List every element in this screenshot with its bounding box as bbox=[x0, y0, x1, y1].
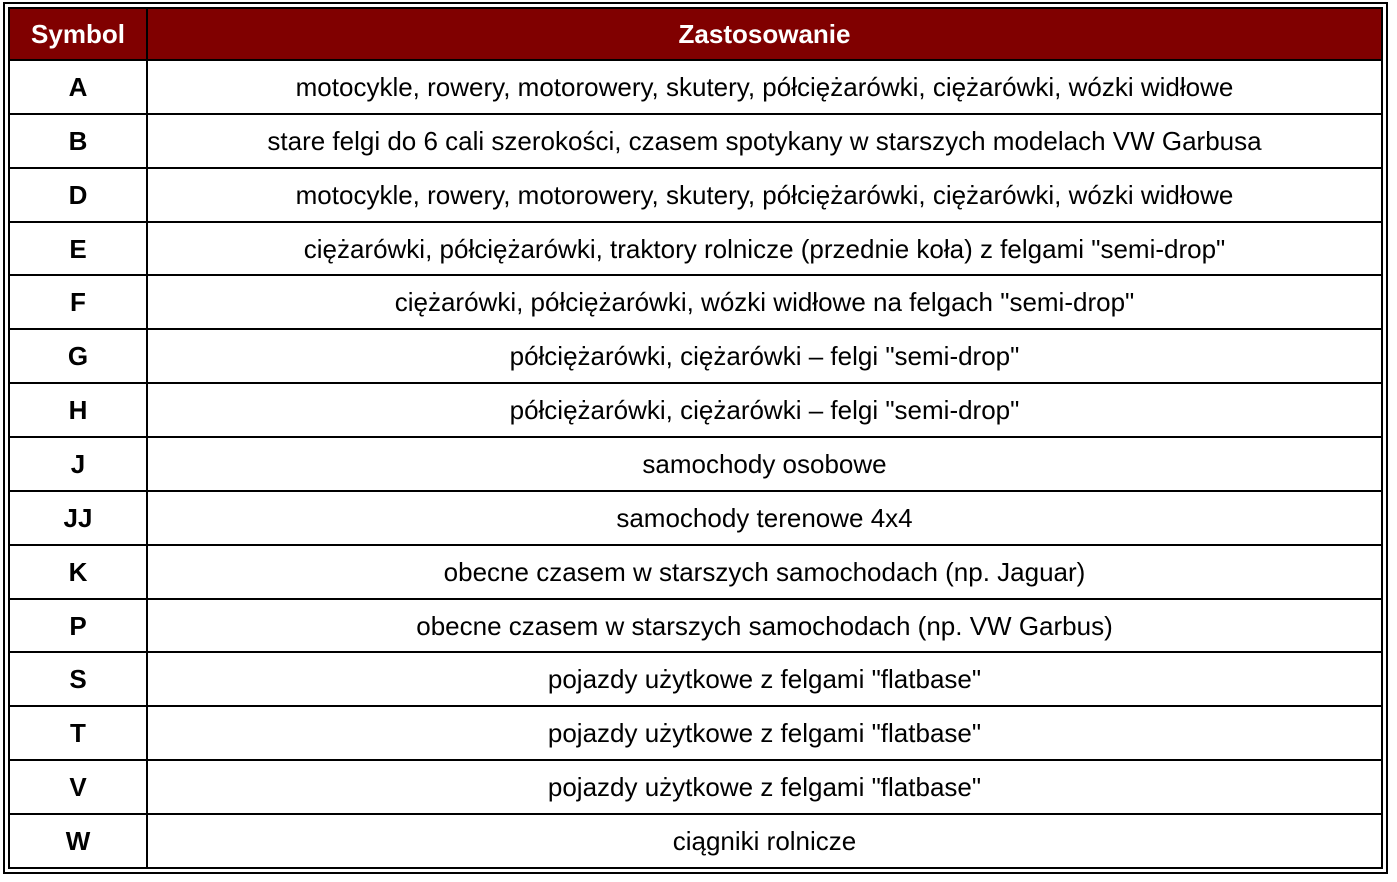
symbol-cell: W bbox=[9, 814, 147, 868]
symbol-cell: T bbox=[9, 706, 147, 760]
usage-cell: motocykle, rowery, motorowery, skutery, półciężarówki, ciężarówki, wózki widłowe bbox=[147, 168, 1382, 222]
header-usage: Zastosowanie bbox=[147, 8, 1382, 60]
table-row bbox=[9, 275, 1382, 329]
usage-cell: półciężarówki, ciężarówki – felgi "semi-drop" bbox=[147, 383, 1382, 437]
symbol-cell: B bbox=[9, 114, 147, 168]
usage-cell: półciężarówki, ciężarówki – felgi "semi-drop" bbox=[147, 329, 1382, 383]
symbol-cell: V bbox=[9, 760, 147, 814]
table-row bbox=[9, 383, 1382, 437]
header-symbol: Symbol bbox=[9, 8, 147, 60]
usage-cell: pojazdy użytkowe z felgami "flatbase" bbox=[147, 760, 1382, 814]
table-row bbox=[9, 114, 1382, 168]
table-row bbox=[9, 545, 1382, 599]
symbol-cell: D bbox=[9, 168, 147, 222]
table-row bbox=[9, 814, 1382, 868]
symbol-cell: K bbox=[9, 545, 147, 599]
symbol-cell: F bbox=[9, 275, 147, 329]
rim-symbol-table-frame bbox=[3, 2, 1388, 874]
usage-cell: samochody terenowe 4x4 bbox=[147, 491, 1382, 545]
table-row bbox=[9, 760, 1382, 814]
table-row bbox=[9, 491, 1382, 545]
table-row bbox=[9, 222, 1382, 276]
usage-cell: stare felgi do 6 cali szerokości, czasem spotykany w starszych modelach VW Garbusa bbox=[147, 114, 1382, 168]
symbol-cell: G bbox=[9, 329, 147, 383]
usage-cell: motocykle, rowery, motorowery, skutery, półciężarówki, ciężarówki, wózki widłowe bbox=[147, 60, 1382, 114]
table-row bbox=[9, 168, 1382, 222]
usage-cell: obecne czasem w starszych samochodach (np. VW Garbus) bbox=[147, 599, 1382, 653]
table-row bbox=[9, 599, 1382, 653]
symbol-cell: A bbox=[9, 60, 147, 114]
symbol-cell: JJ bbox=[9, 491, 147, 545]
rim-symbol-table bbox=[8, 7, 1383, 869]
usage-cell: ciągniki rolnicze bbox=[147, 814, 1382, 868]
usage-cell: obecne czasem w starszych samochodach (np. Jaguar) bbox=[147, 545, 1382, 599]
usage-cell: ciężarówki, półciężarówki, wózki widłowe na felgach "semi-drop" bbox=[147, 275, 1382, 329]
table-row bbox=[9, 60, 1382, 114]
symbol-cell: S bbox=[9, 652, 147, 706]
symbol-cell: P bbox=[9, 599, 147, 653]
symbol-cell: H bbox=[9, 383, 147, 437]
usage-cell: pojazdy użytkowe z felgami "flatbase" bbox=[147, 706, 1382, 760]
usage-cell: samochody osobowe bbox=[147, 437, 1382, 491]
table-row bbox=[9, 329, 1382, 383]
table-row bbox=[9, 437, 1382, 491]
table-row bbox=[9, 706, 1382, 760]
usage-cell: pojazdy użytkowe z felgami "flatbase" bbox=[147, 652, 1382, 706]
usage-cell: ciężarówki, półciężarówki, traktory rolnicze (przednie koła) z felgami "semi-drop" bbox=[147, 222, 1382, 276]
table-header-row bbox=[9, 8, 1382, 60]
table-row bbox=[9, 652, 1382, 706]
symbol-cell: E bbox=[9, 222, 147, 276]
symbol-cell: J bbox=[9, 437, 147, 491]
